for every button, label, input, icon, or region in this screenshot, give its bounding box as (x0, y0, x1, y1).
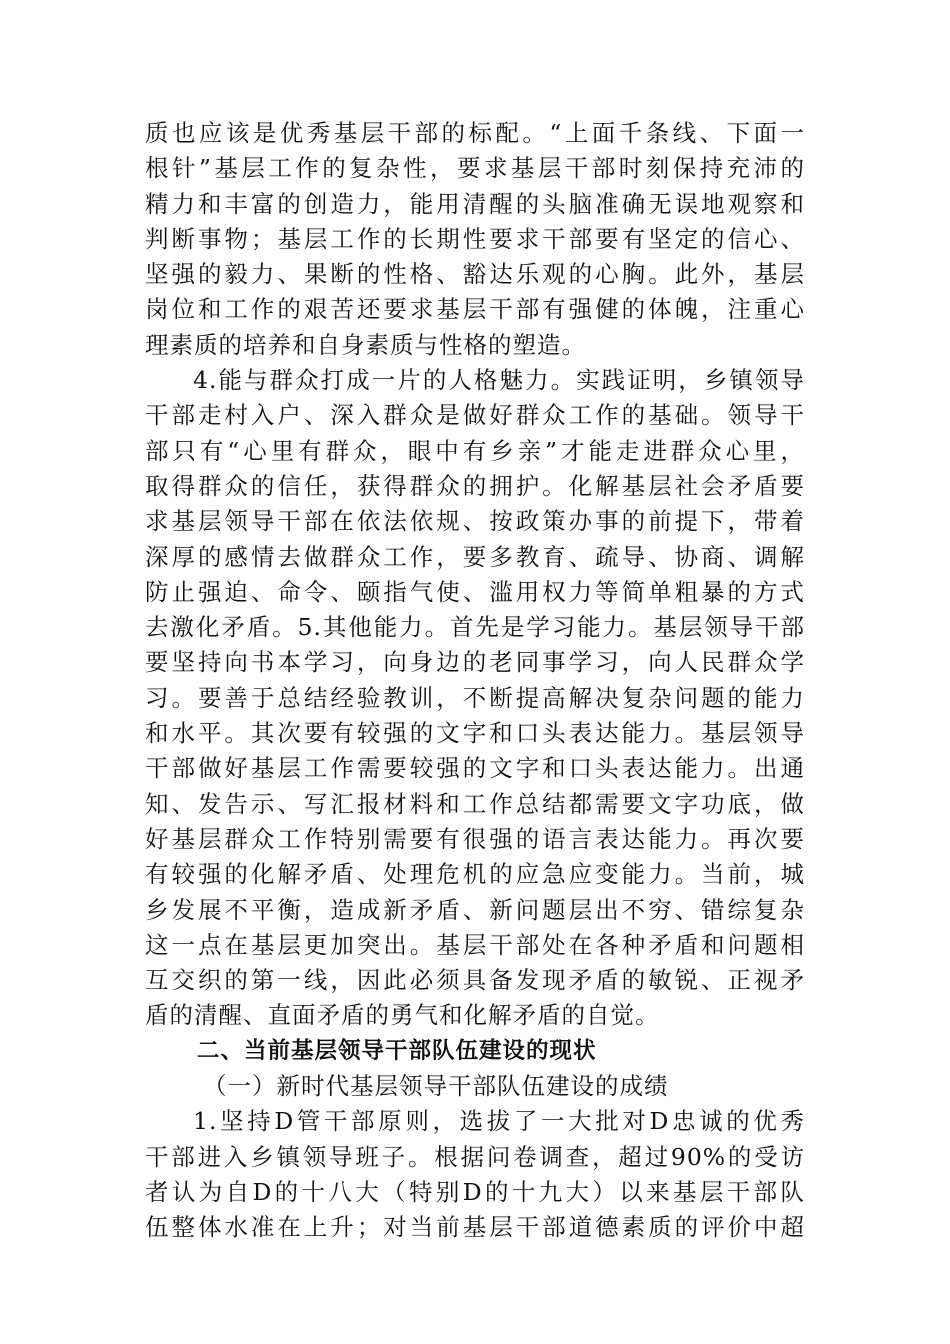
text-line: 根针”基层工作的复杂性，要求基层干部时刻保持充沛的 (145, 154, 805, 183)
text-line: 有较强的化解矛盾、处理危机的应急应变能力。当前，城 (145, 860, 805, 889)
text-line: 和水平。其次要有较强的文字和口头表达能力。基层领导 (145, 719, 805, 748)
subsection-heading: （一）新时代基层领导干部队伍建设的成绩 (203, 1072, 669, 1101)
text-line: 互交织的第一线，因此必须具备发现矛盾的敏锐、正视矛 (145, 966, 805, 995)
text-line: 干部做好基层工作需要较强的文字和口头表达能力。出通 (145, 754, 805, 783)
text-line: 要坚持向书本学习，向身边的老同事学习，向人民群众学 (145, 648, 805, 677)
text-line: 知、发告示、写汇报材料和工作总结都需要文字功底，做 (145, 789, 805, 818)
text-line: 好基层群众工作特别需要有很强的语言表达能力。再次要 (145, 824, 805, 853)
text-line: 去激化矛盾。5.其他能力。首先是学习能力。基层领导干部 (145, 613, 805, 642)
text-line: 干部进入乡镇领导班子。根据问卷调查，超过90%的受访 (145, 1142, 805, 1171)
text-line: 理素质的培养和自身素质与性格的塑造。 (145, 330, 586, 359)
section-heading: 二、当前基层领导干部队伍建设的现状 (197, 1037, 597, 1064)
paragraph-first-line: 1.坚持D管干部原则，选拔了一大批对D忠诚的优秀 (193, 1107, 805, 1136)
text-line: 部只有“心里有群众，眼中有乡亲”才能走进群众心里， (145, 436, 805, 465)
text-line: 这一点在基层更加突出。基层干部处在各种矛盾和问题相 (145, 930, 805, 959)
text-line: 者认为自D的十八大（特别D的十九大）以来基层干部队 (145, 1177, 805, 1206)
text-line: 乡发展不平衡，造成新矛盾、新问题层出不穷、错综复杂 (145, 895, 805, 924)
text-line: 取得群众的信任，获得群众的拥护。化解基层社会矛盾要 (145, 471, 805, 500)
text-line: 求基层领导干部在依法依规、按政策办事的前提下，带着 (145, 507, 805, 536)
text-line: 伍整体水准在上升；对当前基层干部道德素质的评价中超 (145, 1213, 805, 1242)
document-body (145, 116, 805, 1246)
text-line: 判断事物；基层工作的长期性要求干部要有坚定的信心、 (145, 224, 805, 253)
text-line: 盾的清醒、直面矛盾的勇气和化解矛盾的自觉。 (145, 1001, 660, 1030)
paragraph-first-line: 4.能与群众打成一片的人格魅力。实践证明，乡镇领导 (193, 366, 805, 395)
text-line: 精力和丰富的创造力，能用清醒的头脑准确无误地观察和 (145, 189, 805, 218)
text-line: 质也应该是优秀基层干部的标配。“上面千条线、下面一 (145, 119, 805, 147)
text-line: 深厚的感情去做群众工作，要多教育、疏导、协商、调解 (145, 542, 805, 571)
text-line: 干部走村入户、深入群众是做好群众工作的基础。领导干 (145, 401, 805, 430)
text-line: 习。要善于总结经验教训，不断提高解决复杂问题的能力 (145, 683, 805, 712)
text-line: 岗位和工作的艰苦还要求基层干部有强健的体魄，注重心 (145, 295, 805, 324)
text-line: 防止强迫、命令、颐指气使、滥用权力等简单粗暴的方式 (145, 577, 805, 606)
text-line: 坚强的毅力、果断的性格、豁达乐观的心胸。此外，基层 (145, 260, 805, 289)
